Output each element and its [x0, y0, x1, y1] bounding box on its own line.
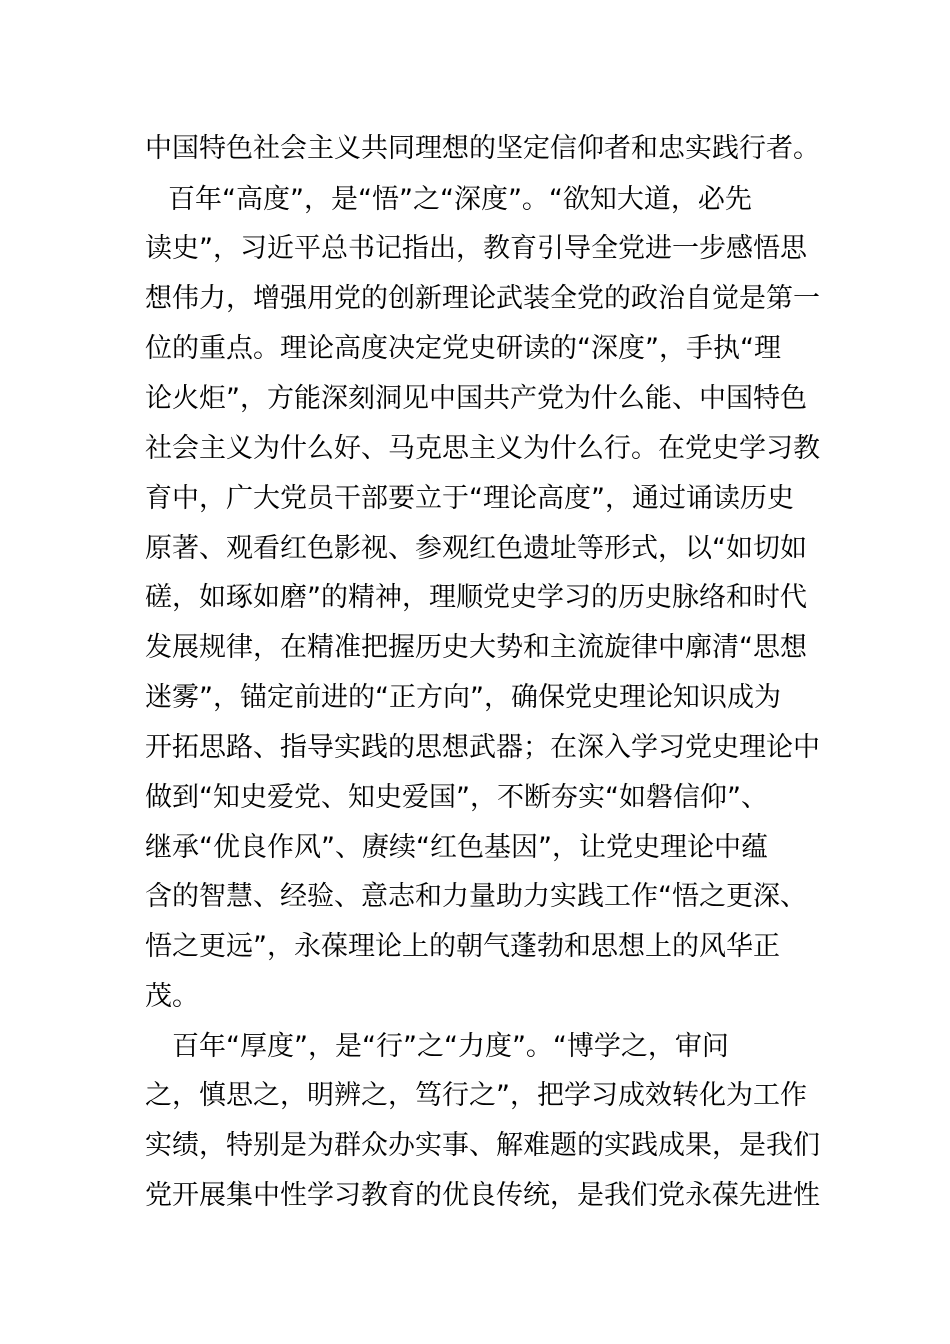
- text-line: 悟之更远”，永葆理论上的朝气蓬勃和思想上的风华正: [145, 931, 780, 962]
- text-line: 发展规律，在精准把握历史大势和主流旋律中廓清“思想: [145, 632, 807, 663]
- text-line: 含的智慧、经验、意志和力量助力实践工作“悟之更深、: [145, 881, 807, 912]
- text-line: 位的重点。理论高度决定党史研读的“深度”，手执“理: [145, 333, 781, 364]
- text-line: 原著、观看红色影视、参观红色遗址等形式，以“如切如: [145, 533, 807, 564]
- text-line: 读史”，习近平总书记指出，教育引导全党进一步感悟思: [145, 233, 807, 264]
- paragraph-start-line: 百年“高度”，是“悟”之“深度”。“欲知大道，必先: [168, 184, 752, 215]
- paragraph-start-line: 百年“厚度”，是“行”之“力度”。“博学之，审问: [172, 1031, 729, 1062]
- text-line: 实绩，特别是为群众办实事、解难题的实践成果，是我们: [145, 1130, 820, 1161]
- text-line: 想伟力，增强用党的创新理论武装全党的政治自觉是第一: [145, 283, 820, 314]
- text-line: 开拓思路、指导实践的思想武器；在深入学习党史理论中: [145, 732, 820, 763]
- text-line: 社会主义为什么好、马克思主义为什么行。在党史学习教: [145, 433, 820, 464]
- text-line: 之，慎思之，明辨之，笃行之”，把学习成效转化为工作: [145, 1080, 807, 1111]
- text-line: 育中，广大党员干部要立于“理论高度”，通过诵读历史: [145, 483, 794, 514]
- text-line: 磋，如琢如磨”的精神，理顺党史学习的历史脉络和时代: [145, 582, 807, 613]
- text-line: 迷雾”，锚定前进的“正方向”，确保党史理论知识成为: [145, 682, 781, 713]
- text-line: 做到“知史爱党、知史爱国”，不断夯实“如磐信仰”、: [145, 782, 768, 813]
- text-line: 继承“优良作风”、赓续“红色基因”，让党史理论中蕴: [145, 832, 768, 863]
- text-line: 中国特色社会主义共同理想的坚定信仰者和忠实践行者。: [145, 133, 820, 164]
- text-line: 党开展集中性学习教育的优良传统，是我们党永葆先进性: [145, 1180, 820, 1211]
- text-line: 茂。: [145, 981, 199, 1012]
- text-line: 论火炬”，方能深刻洞见中国共产党为什么能、中国特色: [145, 383, 807, 414]
